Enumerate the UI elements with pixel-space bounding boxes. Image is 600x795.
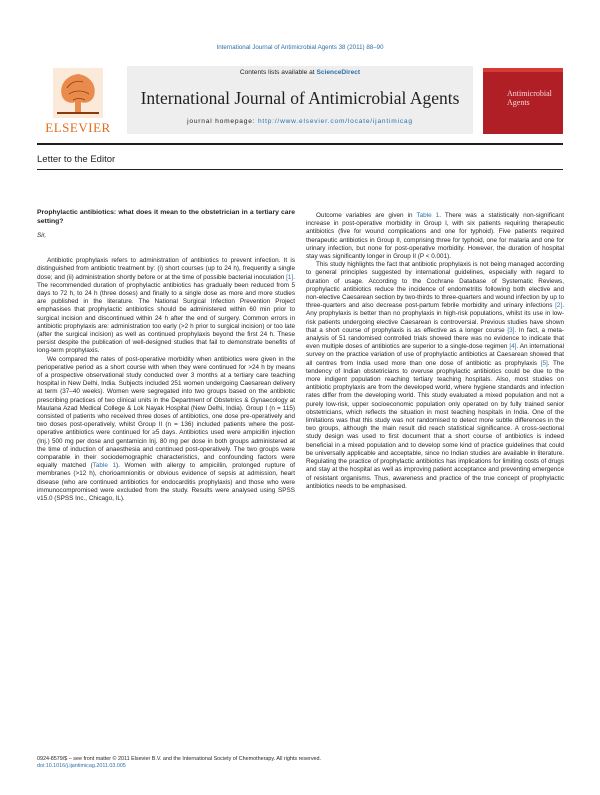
body-paragraph [306, 261, 564, 491]
contents-availability [127, 69, 473, 76]
journal-cover-thumbnail[interactable] [483, 68, 563, 134]
homepage-link[interactable]: http://www.elsevier.com/locate/ijantimicag [257, 118, 413, 125]
body-paragraph [37, 257, 295, 355]
elsevier-tree-icon [53, 68, 103, 118]
body-paragraph [37, 356, 295, 504]
reference-link[interactable]: [2] [555, 302, 563, 310]
journal-citation[interactable]: International Journal of Antimicrobial Agents 38 (2011) 88–90 [216, 44, 384, 51]
reference-link[interactable]: [5] [540, 359, 548, 367]
paragraph-text: Antibiotic prophylaxis refers to administration of antibiotics to prevent infection. It is distinguished from antibiotic treatment by: (i) short courses (up to 24 h), frequently a single dose; and (ii) administration shortly before or at the time of possible bacterial inoculation [37, 257, 295, 281]
journal-title: International Journal of Antimicrobial Agents [140, 88, 460, 108]
header-divider [37, 143, 563, 145]
section-divider [37, 169, 563, 170]
reference-link[interactable]: [1] [286, 273, 294, 281]
doi-link[interactable]: doi:10.1016/j.ijantimicag.2011.03.005 [37, 763, 126, 770]
journal-homepage [127, 118, 473, 125]
elsevier-logo[interactable] [37, 68, 119, 134]
article-type-label: Letter to the Editor [37, 154, 116, 165]
paragraph-text: . There was a statistically non-significant increase in post-operative morbidity in Group I, with six patients requiring therapeutic antibiotics (five for wound complications and one for typhoid). Five patients required therapeutic antibiotics in Group II, comprising three for typhoid, one for malaria and one for urinary infection, but none for post-operative morbidity. However, the duration of hospital stay was significantly longer in Group II (P < 0.001). [306, 212, 564, 261]
paragraph-text: Outcome variables are given in [316, 212, 417, 219]
right-body-text [306, 212, 564, 491]
elsevier-wordmark: ELSEVIER [45, 120, 111, 135]
cover-top-band [483, 68, 563, 72]
homepage-label: journal homepage: [187, 118, 258, 125]
paragraph-text: ). Women with allergy to ampicillin, prolonged rupture of membranes (>12 h), chorioamnionitis or obvious evidence of sepsis at admission, heart disease (who are continued antibiotics for endocarditis prophylaxis) and those who were immunocompromised were excluded from the study. Results were analysed using SPSS v15.0 (SPSS Inc., Chicago, IL). [37, 462, 295, 503]
cover-title-line1: Antimicrobial [507, 89, 552, 98]
reference-link[interactable]: Table 1 [92, 462, 116, 470]
paragraph-text: . An international survey on the practice variation of use of prophylactic antibiotics at Caesarean showed that all centres from India used more than one dose of antibiotic as prophylaxis [306, 343, 564, 367]
paragraph-text: We compared the rates of post-operative morbidity when antibiotics were given in the perioperative period as a short course with when they were continued for >24 h by means of a prospective observational study conducted over 3 months at a tertiary care teaching hospital in New Delhi, India. Subjects included 251 women undergoing Caesarean delivery at term (37–40 weeks). Women were segregated into two groups based on the antibiotic prescribing practices of two clinical units in the Department of Obstetrics & Gynaecology at Maulana Azad Medical College & Lok Nayak Hospital (New Delhi, India). Group I (n = 115) consisted of patients who received three doses of antibiotics, one dose pre-operatively and two doses post-operatively, whilst Group II (n = 136) included patients where the post-operative antibiotics were continued for ≥5 days. Antibiotics used were ampicillin injection (Inj.) 500 mg per dose and gentamicin Inj. 80 mg per dose in both groups administered at the time of induction of anaesthesia and continued post-operatively. The two groups were comparable in their sociodemographic characteristics, and confounding factors were equally matched ( [37, 355, 295, 470]
contents-prefix: Contents lists available at [239, 69, 317, 76]
left-column [37, 208, 295, 503]
journal-masthead [37, 56, 563, 138]
sciencedirect-link[interactable]: ScienceDirect [316, 69, 361, 76]
paragraph-text: This study highlights the fact that antibiotic prophylaxis is not being managed according to general principles suggested by international guidelines, especially with regard to duration of usage. According to the Cochrane Database of Systematic Reviews, prophylactic antibiotics reduce the incidence of endometritis following both elective and non-elective Caesarean section by two-thirds to three-quarters and wound infection by up to three-quarters and also decrease post-partum febrile morbidity and urinary infections [306, 261, 564, 310]
paragraph-text: . The recommended duration of prophylactic antibiotics has gradually been reduced from 5 days to 72 h, to 24 h (three doses) and finally to a single dose as more and more studies are published in the literature. The National Surgical Infection Prevention Project emphasises that prophylactic antibiotics should be administered within 60 min prior to surgical incision and discontinued within 24 h after the end of surgery. Common errors in antibiotic prophylaxis are: administration too early (>2 h prior to surgical incision) or too late (after the surgical incision) as well as continued prophylaxis beyond the first 24 h. These persist despite the publication of well-designed studies that fail to demonstrate benefits of long-term prophylaxis. [37, 273, 295, 355]
paragraph-text: . Any prophylaxis is better than no prophylaxis in high-risk populations, whilst its use in low-risk patients undergoing elective Caesarean is controversial. Previous studies have shown that a short course of prophylaxis is as effective as a longer course [306, 302, 564, 334]
article-title: Prophylactic antibiotics: what does it mean to the obstetrician in a tertiary care setting? [37, 209, 295, 225]
left-body-text [37, 257, 295, 503]
journal-header-panel [127, 66, 473, 134]
paragraph-text: . In fact, a meta-analysis of 51 randomised controlled trials showed there was no evidence to indicate that even multiple doses of antibiotics are superior to a single-dose regimen [306, 326, 564, 351]
reference-link[interactable]: [4] [509, 343, 517, 351]
body-paragraph [306, 212, 564, 261]
salutation: Sir, [37, 232, 47, 239]
reference-link[interactable]: Table 1 [416, 212, 440, 219]
cover-title-line2: Agents [507, 97, 530, 107]
paragraph-text: . The tendency of Indian obstetricians to overuse prophylactic antibiotics could be due to the more indigent population reaching tertiary teaching hospitals. Also, most studies on antibiotic prophylaxis are from the developed world, where hygiene standards and infection rates differ from the developing world. This study evaluated a mixed population and not a purely low-risk, upper socioeconomic population only operated on by fully trained senior obstetricians, which reflects the situation in most teaching hospitals in India. One of the limitations was that this study was not randomised to detect more subtle differences in the two groups, although the main result did reach statistical significance. A cross-sectional study design was used to first document that a short course of antibiotics is indeed beneficial in a mixed population and to develop some kind of practice guidelines that could be universally applicable and acceptable, since no Indian studies are available in literature. Regulating the practice of prophylactic antibiotics has implications for limiting costs of drugs and stay at the hospital as well as improving patient acceptance and preventing emergence of resistant organisms. Thus, awareness and practice of the true concept of prophylactic antibiotics needs to be emphasised. [306, 359, 564, 490]
cover-title [507, 90, 561, 107]
reference-link[interactable]: [3] [507, 326, 515, 334]
right-column [306, 212, 564, 491]
copyright-line: 0924-8579/$ – see front matter © 2011 Elsevier B.V. and the International Society of Chemotherapy. All rights reserved. [37, 756, 322, 762]
page-footer [37, 756, 563, 770]
